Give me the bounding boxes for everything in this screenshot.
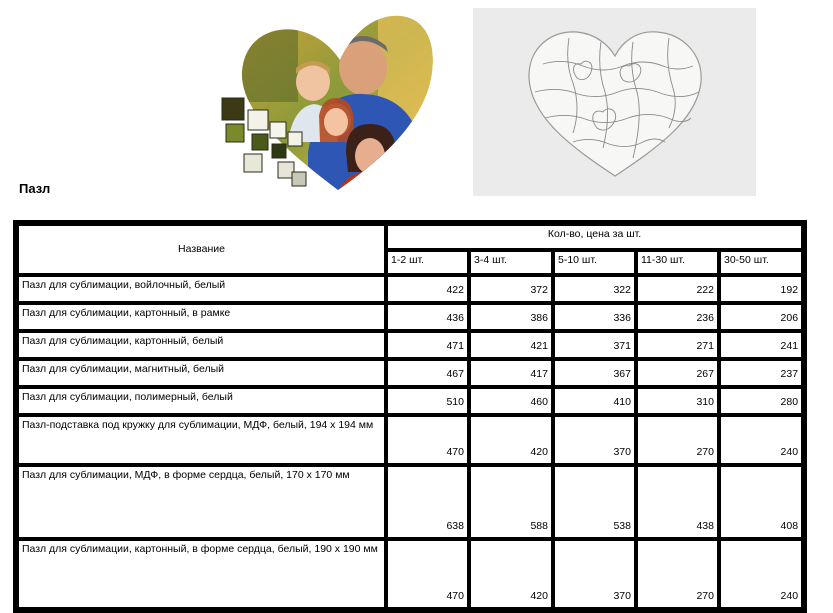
price-cell: 270 xyxy=(636,415,719,465)
price-cell: 386 xyxy=(469,303,553,331)
price-cell: 236 xyxy=(636,303,719,331)
price-cell: 422 xyxy=(386,275,469,303)
table-row xyxy=(17,465,803,539)
price-cell: 417 xyxy=(469,359,553,387)
price-cell: 206 xyxy=(719,303,803,331)
price-cell: 436 xyxy=(386,303,469,331)
price-cell: 280 xyxy=(719,387,803,415)
price-cell: 470 xyxy=(386,415,469,465)
price-cell: 510 xyxy=(386,387,469,415)
table-row xyxy=(17,303,803,331)
product-name: Пазл для сублимации, полимерный, белый xyxy=(17,387,386,415)
table-row xyxy=(17,415,803,465)
price-cell: 367 xyxy=(553,359,636,387)
table-row xyxy=(17,331,803,359)
price-cell: 222 xyxy=(636,275,719,303)
price-cell: 240 xyxy=(719,415,803,465)
price-cell: 438 xyxy=(636,465,719,539)
product-name: Пазл для сублимации, войлочный, белый xyxy=(17,275,386,303)
price-cell: 371 xyxy=(553,331,636,359)
price-cell: 420 xyxy=(469,415,553,465)
price-cell: 270 xyxy=(636,539,719,609)
price-cell: 421 xyxy=(469,331,553,359)
white-heart-puzzle-image xyxy=(473,8,756,196)
product-name: Пазл-подставка под кружку для сублимации, МДФ, белый, 194 х 194 мм xyxy=(17,415,386,465)
price-cell: 408 xyxy=(719,465,803,539)
price-cell: 271 xyxy=(636,331,719,359)
price-cell: 192 xyxy=(719,275,803,303)
price-cell: 336 xyxy=(553,303,636,331)
product-name: Пазл для сублимации, картонный, в рамке xyxy=(17,303,386,331)
table-row xyxy=(17,359,803,387)
qty-header: 1-2 шт. xyxy=(386,250,469,275)
price-cell: 267 xyxy=(636,359,719,387)
family-heart-puzzle-image xyxy=(218,12,438,192)
price-cell: 370 xyxy=(553,539,636,609)
price-cell: 240 xyxy=(719,539,803,609)
qty-header: 30-50 шт. xyxy=(719,250,803,275)
price-cell: 237 xyxy=(719,359,803,387)
price-cell: 370 xyxy=(553,415,636,465)
quantity-price-group-header: Кол-во, цена за шт. xyxy=(386,224,803,250)
table-row xyxy=(17,539,803,609)
price-cell: 470 xyxy=(386,539,469,609)
price-cell: 410 xyxy=(553,387,636,415)
price-cell: 310 xyxy=(636,387,719,415)
price-cell: 638 xyxy=(386,465,469,539)
price-cell: 322 xyxy=(553,275,636,303)
product-name: Пазл для сублимации, МДФ, в форме сердца, белый, 170 х 170 мм xyxy=(17,465,386,539)
table-row xyxy=(17,387,803,415)
section-title: Пазл xyxy=(19,181,51,196)
qty-header: 5-10 шт. xyxy=(553,250,636,275)
price-table xyxy=(13,220,807,613)
product-name: Пазл для сублимации, магнитный, белый xyxy=(17,359,386,387)
price-cell: 372 xyxy=(469,275,553,303)
table-row xyxy=(17,275,803,303)
name-column-header: Название xyxy=(17,224,386,275)
price-cell: 588 xyxy=(469,465,553,539)
price-cell: 241 xyxy=(719,331,803,359)
price-cell: 420 xyxy=(469,539,553,609)
price-cell: 467 xyxy=(386,359,469,387)
price-cell: 538 xyxy=(553,465,636,539)
qty-header: 3-4 шт. xyxy=(469,250,553,275)
product-name: Пазл для сублимации, картонный, в форме сердца, белый, 190 х 190 мм xyxy=(17,539,386,609)
product-name: Пазл для сублимации, картонный, белый xyxy=(17,331,386,359)
price-cell: 460 xyxy=(469,387,553,415)
price-cell: 471 xyxy=(386,331,469,359)
qty-header: 11-30 шт. xyxy=(636,250,719,275)
